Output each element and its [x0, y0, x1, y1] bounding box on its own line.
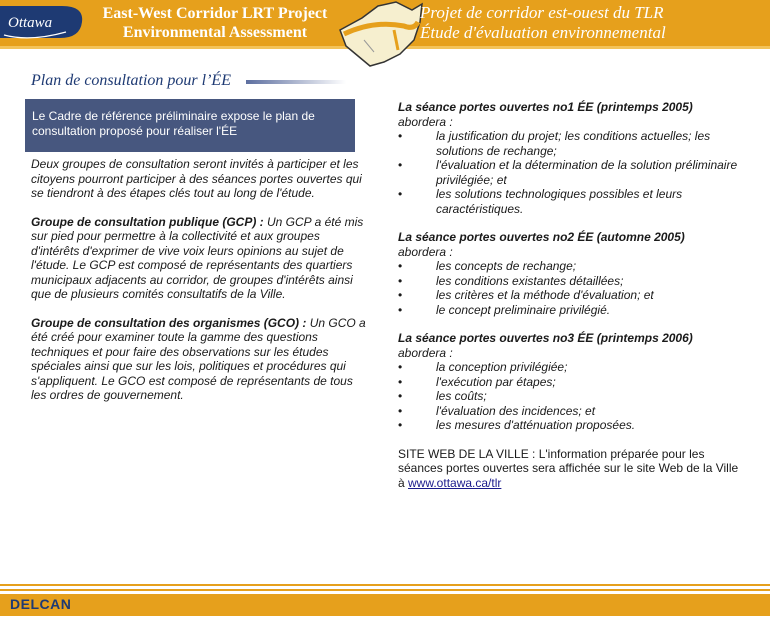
list-item: • les solutions technologiques possibles et leurs caractéristiques.	[398, 187, 743, 216]
list-item: • l'évaluation et la détermination de la solution préliminaire privilégiée; et	[398, 158, 743, 187]
footer-bar	[0, 594, 770, 616]
gcp-text: Un GCP a été mis sur pied pour permettre à la collectivité et aux groupes d'intérêts d'exprimer de vive voix leurs opinions au sujet de l'étude. Le GCP est composé de représentants des quartiers municipaux adjacents au corridor, de groupes d'intérêts ainsi que de plusieurs comités consultatifs de la Ville.	[31, 214, 364, 301]
session-3	[398, 331, 743, 433]
list-item: • les concepts de rechange;	[398, 259, 743, 274]
title-fr-line1: Projet de corridor est-ouest du TLR	[420, 3, 664, 22]
gco-paragraph	[31, 316, 366, 403]
session-title: La séance portes ouvertes no1 ÉE (printemps 2005)	[398, 100, 693, 114]
intro-paragraph: Deux groupes de consultation seront invités à participer et les citoyens pourront participer à des séances portes ouvertes qui se tiendront à des étapes clés tout au long de l'étude.	[31, 157, 362, 200]
title-en-line1: East-West Corridor LRT Project	[102, 5, 328, 22]
intro-text: Le Cadre de référence préliminaire expose le plan de consultation proposé pour réaliser l'ÉE	[32, 109, 315, 138]
session-subtitle: abordera :	[398, 345, 453, 360]
title-fr-line2: Étude d'évaluation environnemental	[420, 23, 666, 42]
session-list	[398, 360, 743, 433]
list-item: • les critères et la méthode d'évaluation; et	[398, 288, 743, 303]
delcan-logo: DELCAN	[10, 596, 72, 612]
list-item: • la justification du projet; les conditions actuelles; les solutions de rechange;	[398, 129, 743, 158]
right-column	[398, 100, 743, 490]
logo-text: Ottawa	[8, 15, 53, 31]
footer-rule-top	[0, 584, 770, 586]
website-text: SITE WEB DE LA VILLE : L'information préparée pour les séances portes ouvertes sera affichée sur le site Web de la Ville à	[398, 446, 739, 490]
session-1	[398, 100, 743, 216]
section-title: Plan de consultation pour l’ÉE	[31, 72, 231, 89]
corridor-map-icon	[334, 0, 426, 70]
session-list	[398, 259, 743, 317]
session-subtitle: abordera :	[398, 244, 453, 259]
list-item: • le concept preliminaire privilégié.	[398, 303, 743, 318]
session-list	[398, 129, 743, 216]
list-item: • l'évaluation des incidences; et	[398, 404, 743, 419]
session-title: La séance portes ouvertes no2 ÉE (automne 2005)	[398, 230, 685, 244]
left-column	[31, 157, 366, 417]
list-item: • les conditions existantes détaillées;	[398, 274, 743, 289]
list-item: • les mesures d'atténuation proposées.	[398, 418, 743, 433]
title-en-line2: Environmental Assessment	[122, 24, 308, 41]
ottawa-logo	[0, 2, 84, 42]
intro-box	[25, 99, 355, 152]
session-2	[398, 230, 743, 317]
gcp-label: Groupe de consultation publique (GCP) :	[31, 214, 264, 229]
website-link[interactable]: www.ottawa.ca/tlr	[408, 475, 502, 490]
list-item: • les coûts;	[398, 389, 743, 404]
gco-label: Groupe de consultation des organismes (GCO) :	[31, 315, 307, 330]
gcp-paragraph	[31, 215, 366, 302]
title-english	[94, 4, 336, 42]
session-subtitle: abordera :	[398, 114, 453, 129]
list-item: • l'exécution par étapes;	[398, 375, 743, 390]
website-note	[398, 447, 743, 491]
section-title-underline	[246, 80, 346, 84]
footer-rule-bottom	[0, 589, 770, 591]
session-title: La séance portes ouvertes no3 ÉE (printemps 2006)	[398, 331, 693, 345]
gco-text: Un GCO a été créé pour examiner toute la gamme des questions techniques et pour faire des observations sur les études spéciales ainsi que sur les lois, politiques et procédures qui s'appliquent. Le GCO est composé de représentants de tous les ordres de gouvernement.	[31, 315, 366, 402]
list-item: • la conception privilégiée;	[398, 360, 743, 375]
title-french	[420, 3, 666, 43]
